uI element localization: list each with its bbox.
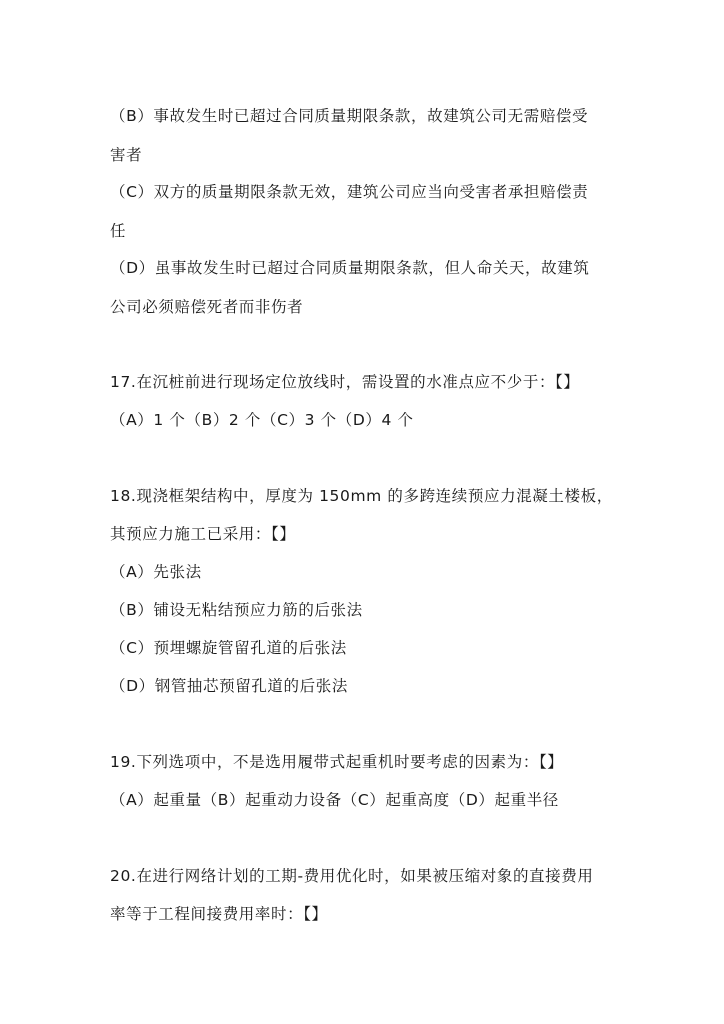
q16-option-d-line1: （D）虽事故发生时已超过合同质量期限条款，但人命关天，故建筑: [110, 259, 590, 277]
q20-stem-line2: 率等于工程间接费用率时：【】: [110, 905, 328, 923]
q16-option-b-line1: （B）事故发生时已超过合同质量期限条款，故建筑公司无需赔偿受: [110, 107, 589, 125]
q18-option-d: （D）钢管抽芯预留孔道的后张法: [110, 677, 348, 695]
q16-option-d-line2: 公司必须赔偿死者而非伤者: [110, 298, 304, 316]
q16-option-c-line1: （C）双方的质量期限条款无效，建筑公司应当向受害者承担赔偿责: [110, 183, 589, 201]
q18-option-c: （C）预埋螺旋管留孔道的后张法: [110, 639, 347, 657]
q18-option-a: （A）先张法: [110, 563, 202, 581]
q18-option-b: （B）铺设无粘结预应力筋的后张法: [110, 601, 363, 619]
q16-option-b-line2: 害者: [110, 146, 143, 164]
q16-option-c-line2: 任: [110, 222, 127, 240]
q18-stem-line2: 其预应力施工已采用：【】: [110, 525, 296, 543]
q17-options: （A）1 个（B）2 个（C）3 个（D）4 个: [110, 411, 414, 429]
q19-stem: 19.下列选项中，不是选用履带式起重机时要考虑的因素为：【】: [110, 753, 564, 771]
q19-options: （A）起重量（B）起重动力设备（C）起重高度（D）起重半径: [110, 791, 559, 809]
q18-stem-line1: 18.现浇框架结构中，厚度为 150mm 的多跨连续预应力混凝土楼板，: [110, 487, 613, 505]
q20-stem-line1: 20.在进行网络计划的工期-费用优化时，如果被压缩对象的直接费用: [110, 867, 594, 885]
q17-stem: 17.在沉桩前进行现场定位放线时，需设置的水准点应不少于：【】: [110, 373, 580, 391]
